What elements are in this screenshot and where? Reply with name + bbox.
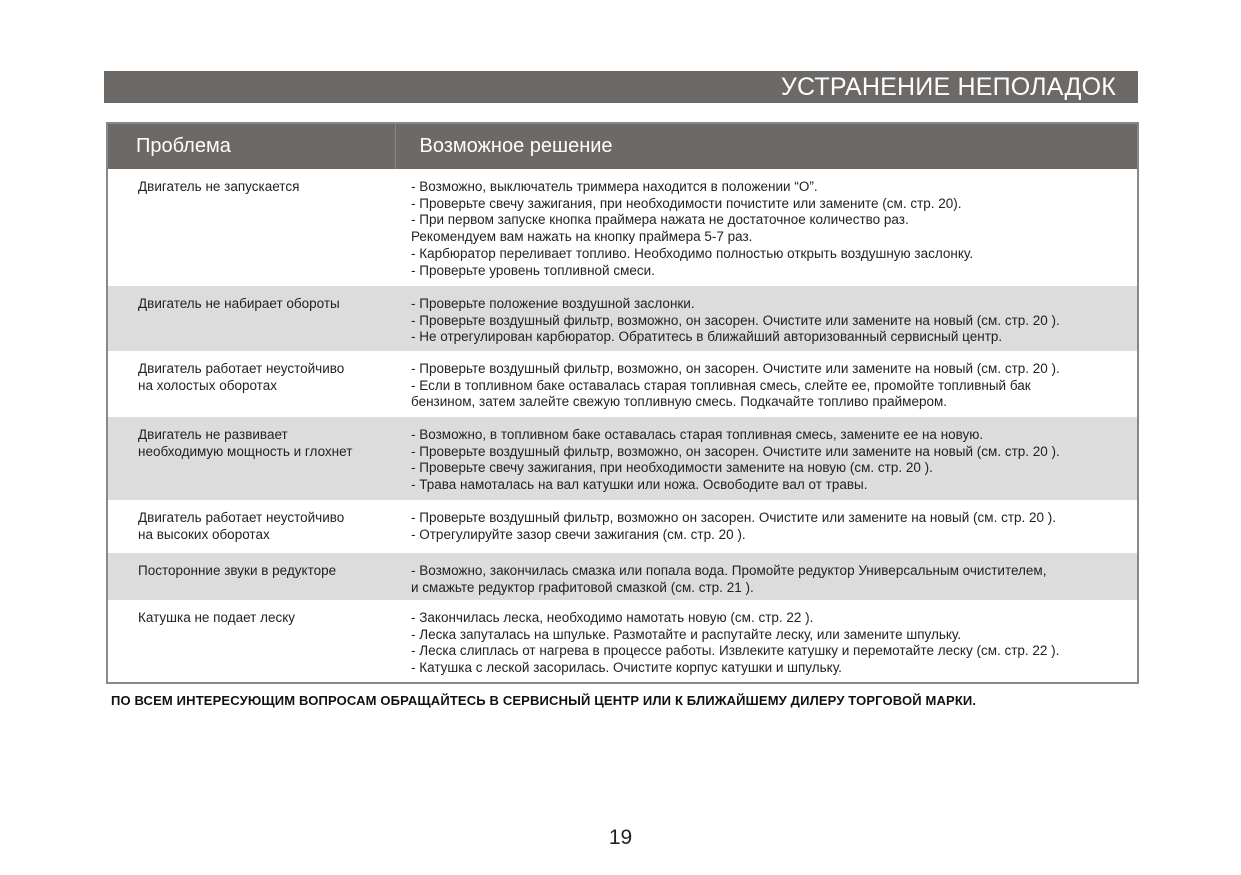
- section-title: УСТРАНЕНИЕ НЕПОЛАДОК: [780, 72, 1116, 101]
- problem-column-header: Проблема: [107, 123, 395, 169]
- problem-cell: Катушка не подает леску: [138, 610, 296, 625]
- page-number: 19: [608, 826, 633, 849]
- solution-cell: - Возможно, выключатель триммера находится в положении “O”. - Проверьте свечу зажигания, при необходимости почистите или замените (см. стр. 20). - При первом запуске кнопка праймера нажата не достаточное количество раз. Рекомендуем вам нажать на кнопку праймера 5-7 раз. - Карбюратор переливает топливо. Необходимо полностью открыть воздушную заслонку. - Проверьте уровень топливной смеси.: [411, 179, 974, 278]
- problem-cell: Двигатель работает неустойчиво на холостых оборотах: [138, 361, 345, 393]
- section-title-bar: [104, 71, 1138, 103]
- service-center-note: ПО ВСЕМ ИНТЕРЕСУЮЩИМ ВОПРОСАМ ОБРАЩАЙТЕСЬ В СЕРВИСНЫЙ ЦЕНТР ИЛИ К БЛИЖАЙШЕМУ ДИЛЕРУ ТОРГОВОЙ МАРКИ.: [111, 693, 977, 708]
- table-row: [107, 500, 1138, 553]
- solution-cell: - Закончилась леска, необходимо намотать новую (см. стр. 22 ). - Леска запуталась на шпульке. Размотайте и распутайте леску, или замените шпульку. - Леска слиплась от нагрева в процессе работы. Извлеките катушку и перемотайте леску (см. стр. 22 ). - Катушка с леской засорилась. Очистите корпус катушки и шпульку.: [411, 610, 1060, 676]
- solution-cell: - Проверьте положение воздушной заслонки. - Проверьте воздушный фильтр, возможно, он засорен. Очистите или замените на новый (см. стр. 20 ). - Не отрегулирован карбюратор. Обратитесь в ближайший авторизованный сервисный центр.: [395, 286, 1138, 351]
- table-row: [107, 286, 1138, 351]
- table-row: [107, 169, 1138, 286]
- problem-cell: Двигатель не развивает необходимую мощность и глохнет: [107, 417, 395, 500]
- table-row: [107, 553, 1138, 600]
- problem-cell: Двигатель работает неустойчиво на высоких оборотах: [138, 510, 345, 542]
- problem-cell: Двигатель не набирает обороты: [107, 286, 395, 351]
- table-header-row: [107, 123, 1138, 169]
- solution-column-header: Возможное решение: [395, 123, 1138, 169]
- table-row: [107, 351, 1138, 417]
- table-row: [107, 417, 1138, 500]
- solution-cell: - Проверьте воздушный фильтр, возможно он засорен. Очистите или замените на новый (см. стр. 20 ). - Отрегулируйте зазор свечи зажигания (см. стр. 20 ).: [411, 510, 1057, 542]
- solution-cell: - Возможно, в топливном баке оставалась старая топливная смесь, замените ее на новую. - Проверьте воздушный фильтр, возможно, он засорен. Очистите или замените на новый (см. стр. 20 ). - Проверьте свечу зажигания, при необходимости замените на новую (см. стр. 20 ). - Трава намоталась на вал катушки или ножа. Освободите вал от травы.: [395, 417, 1138, 500]
- table-row: [107, 600, 1138, 683]
- solution-cell: - Проверьте воздушный фильтр, возможно, он засорен. Очистите или замените на новый (см. стр. 20 ). - Если в топливном баке оставалась старая топливная смесь, слейте ее, промойте топливный бак бензином, затем залейте свежую топливную смесь. Подкачайте топливо праймером.: [411, 361, 1060, 410]
- solution-cell: - Возможно, закончилась смазка или попала вода. Промойте редуктор Универсальным очистителем, и смажьте редуктор графитовой смазкой (см. стр. 21 ).: [395, 553, 1138, 600]
- problem-cell: Посторонние звуки в редукторе: [107, 553, 395, 600]
- problem-cell: Двигатель не запускается: [138, 179, 300, 194]
- troubleshooting-table: [106, 122, 1139, 684]
